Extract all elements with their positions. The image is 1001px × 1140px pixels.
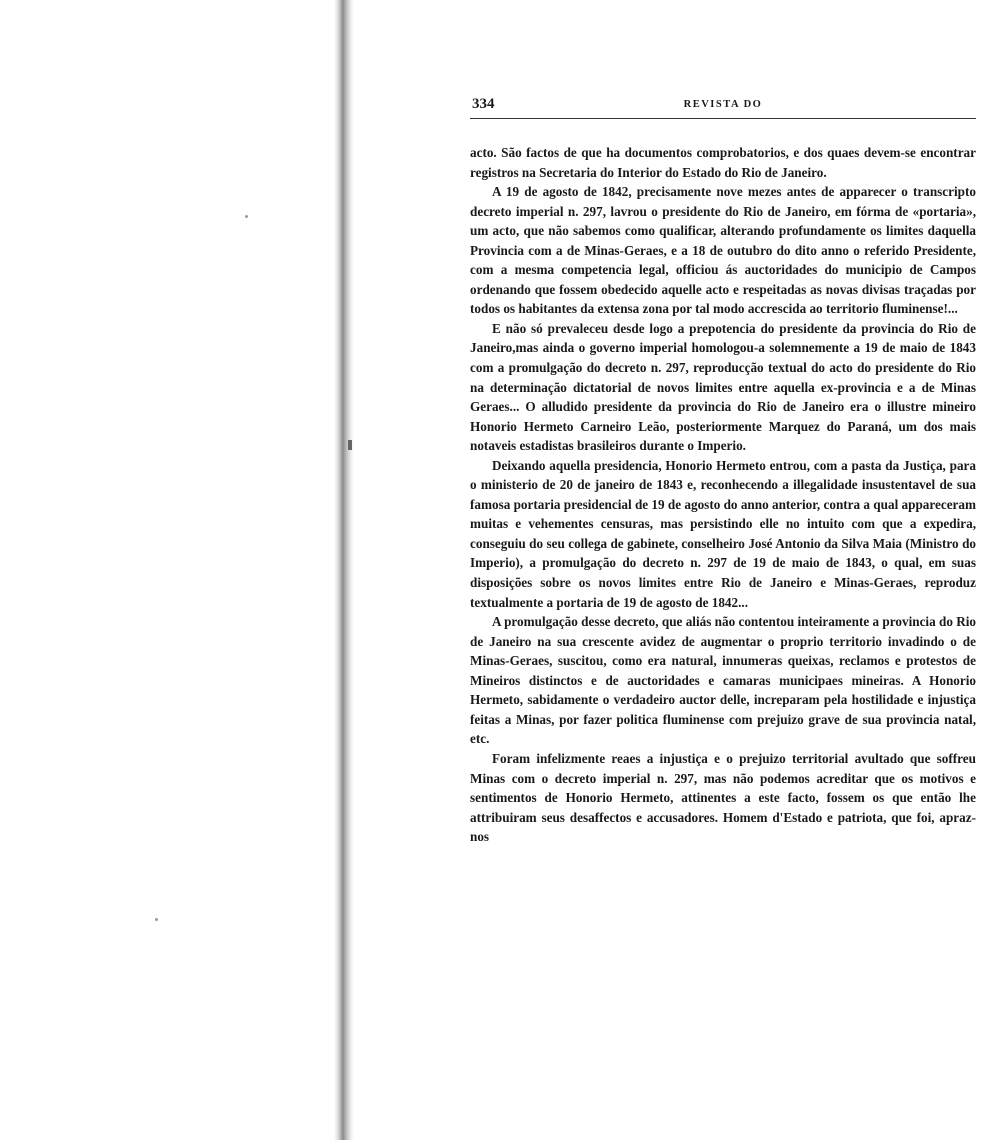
page-body: [470, 143, 976, 847]
paragraph-4: Deixando aquella presidencia, Honorio Hermeto entrou, com a pasta da Justiça, para o ministerio de 20 de janeiro de 1843 e, reconhecendo a illegalidade insustentavel de sua famosa portaria presidencial de 19 de agosto do anno anterior, contra a qual appareceram muitas e vehementes censuras, mas persistindo elle no intuito com que a expedira, conseguiu do seu collega de gabinete, conselheiro José Antonio da Silva Maia (Ministro do Imperio), a promulgação do decreto n. 297 de 19 de maio de 1843, o qual, em suas disposições sobre os novos limites entre Rio de Janeiro e Minas-Geraes, reproduz textualmente a portaria de 19 de agosto de 1842...: [470, 457, 976, 610]
running-head: REVISTA DO: [683, 99, 763, 110]
paragraph-3: E não só prevaleceu desde logo a prepotencia do presidente da provincia do Rio de Janeiro,mas ainda o governo imperial homologou-a solemnemente a 19 de maio de 1843 com a promulgação do decreto n. 297, reproducção textual do acto do presidente do Rio na determinação dictatorial de novos limites entre aquella ex-provincia e a de Minas Geraes... O alludido presidente da provincia do Rio de Janeiro era o illustre mineiro Honorio Hermeto Carneiro Leão, posteriormente Marquez do Paraná, um dos mais notaveis estadistas brasileiros durante o Imperio.: [470, 320, 976, 454]
paragraph-2: A 19 de agosto de 1842, precisamente nove mezes antes de apparecer o transcripto decreto imperial n. 297, lavrou o presidente do Rio de Janeiro, em fórma de «portaria», um acto, que não sabemos como qualificar, alterando profundamente os limites daquella Provincia com a de Minas-Geraes, e a 18 de outubro do dito anno o referido Presidente, com a mesma competencia legal, officiou ás auctoridades do municipio de Campos ordenando que fossem obedecido aquelle acto e respeitadas as novas divisas traçadas por todos os habitantes da extensa zona por tal modo accrescida ao territorio fluminense!...: [470, 184, 976, 317]
binding-mark: [348, 440, 352, 450]
paper-speck: [245, 215, 248, 218]
paragraph-5: A promulgação desse decreto, que aliás não contentou inteiramente a provincia do Rio de Janeiro na sua crescente avidez de augmentar o proprio territorio invadindo o de Minas-Geraes, suscitou, como era natural, innumeras queixas, reclamos e protestos de Mineiros distinctos e de auctoridades e camaras municipaes mineiras. A Honorio Hermeto, sabidamente o verdadeiro auctor delle, increparam pela hostilidade e injustiça feitas a Minas, por fazer politica fluminense com prejuizo grave de sua provincia natal, etc.: [470, 614, 976, 747]
paragraph-1: acto. São factos de que ha documentos comprobatorios, e dos quaes devem-se encontrar registros na Secretaria do Interior do Estado do Rio de Janeiro.: [470, 145, 976, 180]
book-page: [470, 96, 976, 847]
book-gutter: [334, 0, 354, 1140]
paragraph-6: Foram infelizmente reaes a injustiça e o prejuizo territorial avultado que soffreu Minas com o decreto imperial n. 297, mas não podemos acreditar que os motivos e sentimentos de Honorio Hermeto, attinentes a este facto, fossem os que então lhe attribuiram seus desaffectos e accusadores. Homem d'Estado e patriota, que foi, apraz-nos: [470, 750, 976, 845]
page-header: [470, 96, 976, 119]
paper-speck: [155, 918, 158, 921]
page-number: 334: [472, 96, 495, 112]
